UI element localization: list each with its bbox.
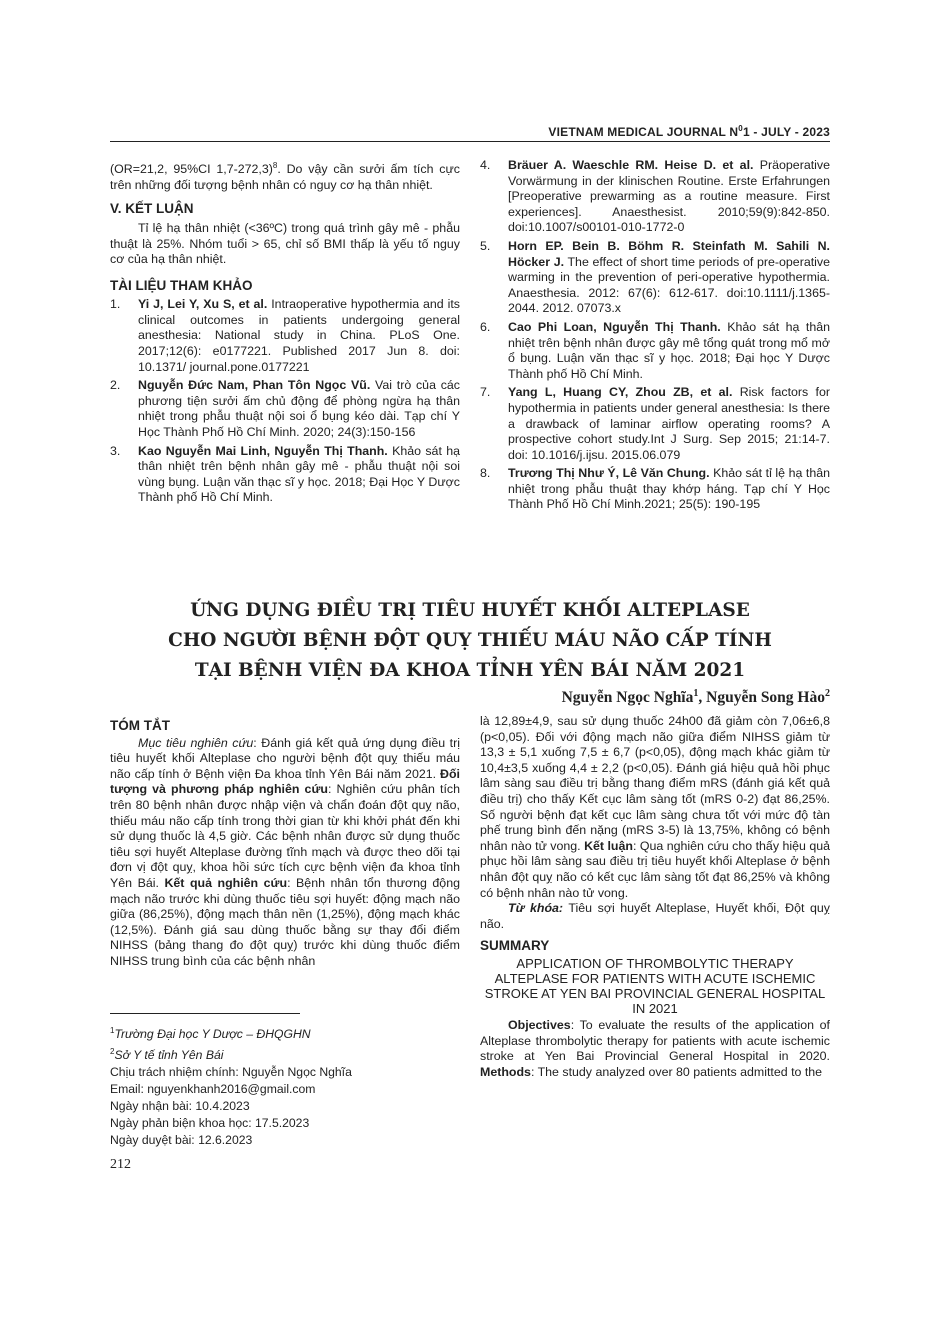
abstract-continued: là 12,89±4,9, sau sử dụng thuốc 24h00 đã giảm còn 7,06±6,8 (p<0,05). Đối với động mạch não giữa điểm NIHSS giảm từ 13,3 ± 5,1 xuống 7,5 ± 6,7 (p<0,05), động mạch khác giảm từ 10,4±3,5 xuống 4,4 ± 2,2 (p<0,05). Đánh giá hiệu quả hồi phục lâm sàng sau điều trị bằng thang điểm mRS (đánh giá kết quả điều trị) cho thấy Kết cục lâm sàng tốt (mRS 0-2) đạt 86,25%. Số người bệnh đạt kết cục lâm sàng chưa tốt với mức độ tàn phế trung bình đến nặng (mRS 3-5) là 13,75%, không có bệnh nhân nào tử vong. Kết luận: Qua nghiên cứu cho thấy hiệu quả phục hồi lâm sàng sau điều trị tiêu huyết khối Alteplase ở bệnh nhân đột quỵ não có kết cục lâm sàng tốt đạt 86,25% và không có bệnh nhân nào tử vong.: [480, 714, 830, 900]
review-date: Ngày phản biện khoa học: 17.5.2023: [110, 1116, 310, 1131]
reference-item: 4. Bräuer A. Waeschle RM. Heise D. et al. Präoperative Vorwärmung in der klinischen Routine. Erste Erfahrungen [Preoperative prewarming as a routine measure. First experiences]. Anaesthesist. 2010;59(9):842-850. doi:10.1007/s00101-010-1772-0: [480, 158, 830, 235]
upper-right-column: [480, 158, 830, 516]
summary-title: APPLICATION OF THROMBOLYTIC THERAPY ALTEPLASE FOR PATIENTS WITH ACUTE ISCHEMIC STROKE AT YEN BAI PROVINCIAL GENERAL HOSPITAL IN 2021: [484, 955, 826, 1016]
reference-item: 7. Yang L, Huang CY, Zhou ZB, et al. Risk factors for hypothermia in patients under general anesthesia: Is there a drawback of laminar airflow operating rooms? A prospective cohort study.Int J Surg. Sep 2015; 21:14-7. doi: 10.1016/j.ijsu. 2015.06.079: [480, 385, 830, 462]
page-number: 212: [110, 1157, 131, 1172]
reference-item: 3. Kao Nguyễn Mai Linh, Nguyễn Thị Thanh. Khảo sát hạ thân nhiệt trên bệnh nhân gây mê - phẫu thuật nội soi vùng bụng. Luận văn thạc sĩ y học. 2018; Đại Học Y Dược Thành phố Hồ Chí Minh.: [110, 443, 461, 505]
references-heading: TÀI LIỆU THAM KHẢO: [110, 277, 253, 293]
received-date: Ngày nhận bài: 10.4.2023: [110, 1099, 250, 1114]
footnote-rule: [110, 1013, 300, 1014]
title-line: CHO NGƯỜI BỆNH ĐỘT QUỴ THIẾU MÁU NÃO CẤP TÍNH: [168, 630, 772, 651]
accepted-date: Ngày duyệt bài: 12.6.2023: [110, 1133, 253, 1148]
author-list: Nguyễn Ngọc Nghĩa$^1$, Nguyễn Song Hào$^2$: [561, 688, 830, 707]
reference-item: 6. Cao Phi Loan, Nguyễn Thị Thanh. Khảo sát hạ thân nhiệt trên bệnh nhân được gây mê tổng quát trong mổ mở ổ bụng. Luận văn thạc sĩ y học. 2018; Đại học Y Dược Thành phố Hồ Chí Minh.: [480, 319, 831, 381]
article-title: [110, 596, 830, 686]
reference-item: 5. Horn EP. Bein B. Böhm R. Steinfath M. Sahili N. Höcker J. The effect of short time periods of pre-operative warming in the prevention of peri-operative hypothermia. Anaesthesia. 2012: 67(6): 612-617. doi:10.1111/j.1365-2044. 2012. 07073.x: [480, 238, 830, 316]
summary-heading: SUMMARY: [480, 938, 550, 954]
upper-left-column: [110, 158, 460, 509]
conclusion-heading: V. KẾT LUẬN: [110, 201, 194, 217]
summary-paragraph: Objectives: To evaluate the results of the application of Alteplase thrombolytic therapy for patients with acute ischemic stroke at Yen Bai Provincial General Hospital in 2020. Methods: The study analyzed over 80 patients admitted to the: [480, 1017, 830, 1079]
running-header: VIETNAM MEDICAL JOURNAL $N^01$ - JULY - 2023: [548, 124, 830, 139]
abstract-right-column: [480, 714, 830, 1080]
affiliation-1: $^1$Trường Đại học Y Dược – ĐHQGHN: [110, 1026, 311, 1042]
reference-item: 2. Nguyễn Đức Nam, Phan Tôn Ngọc Vũ. Vai trò của các phương tiện sưởi ấm chủ động để phòng ngừa hạ thân nhiệt trong phẫu thuật nội soi ổ bụng kéo dài. Tạp chí Y Học Thành Phố Hồ Chí Minh. 2020; 24(3):150-156: [110, 378, 460, 440]
conclusion-paragraph: Tỉ lệ hạ thân nhiệt (<36ºC) trong quá trình gây mê - phẫu thuật là 25%. Nhóm tuổi > 65, chỉ số BMI thấp là yếu tố nguy cơ của hạ thân nhiệt.: [110, 220, 460, 267]
title-line: TẠI BỆNH VIỆN ĐA KHOA TỈNH YÊN BÁI NĂM 2021: [194, 660, 746, 681]
title-line: ỨNG DỤNG ĐIỀU TRỊ TIÊU HUYẾT KHỐI ALTEPLASE: [190, 600, 750, 621]
abstract-paragraph: Mục tiêu nghiên cứu: Đánh giá kết quả ứng dụng điều trị tiêu huyết khối Alteplase cho người bệnh đột quỵ thiếu máu não cấp tính ở Bệnh viện Đa khoa tỉnh Yên Bái năm 2021. Đối tượng và phương pháp nghiên cứu: Nghiên cứu phân tích trên 80 bệnh nhân được nhập viện và chẩn đoán đột quỵ não, thiếu máu não cấp tính trong thời gian từ khi khởi phát đến khi sử dụng thuốc là 4,5 giờ. Các bệnh nhân được sử dụng thuốc tiêu sợi huyết Alteplase đường tĩnh mạch và được theo dõi tại đơn vị đột quỵ, khoa hồi sức tích cực bệnh viện đa khoa tỉnh Yên Bái. Kết quả nghiên cứu: Bệnh nhân tổn thương động mạch não trước khi dùng thuốc tiêu sợi huyết: động mạch não giữa (86,25%), động mạch thân nền (1,25%), động mạch khác (12,5%). Đánh giá sau dùng thuốc bằng sự thay đổi điểm NIHSS (bảng thang đo đột quỵ) trước khi dùng thuốc điểm NIHSS trung bình của các bệnh nhân: [110, 735, 460, 968]
reference-item: 8. Trương Thị Như Ý, Lê Văn Chung. Khảo sát tỉ lệ hạ thân nhiệt trong phẫu thuật thay khớp háng. Tạp chí Y Học Thành Phố Hồ Chí Minh.2021; 25(5): 190-195: [480, 466, 831, 512]
email: Email: nguyenkhanh2016@gmail.com: [110, 1082, 316, 1097]
abstract-heading: TÓM TẮT: [110, 718, 170, 733]
keywords: Từ khóa: Tiêu sợi huyết Alteplase, Huyết khối, Đột quỵ não.: [480, 901, 831, 931]
affiliation-2: $^2$Sở Y tế tỉnh Yên Bái: [110, 1047, 224, 1063]
abstract-left-column: [110, 718, 460, 970]
footnotes: [110, 1022, 460, 1149]
discussion-end-paragraph: (OR=21,2, 95%CI 1,7-272,3)$^8$. Do vậy cần sưởi ấm tích cực trên những đối tượng bệnh nhân có nguy cơ hạ thân nhiệt.: [110, 161, 460, 192]
corresponding-author: Chịu trách nhiệm chính: Nguyễn Ngọc Nghĩa: [110, 1065, 352, 1080]
reference-item: 1. Yi J, Lei Y, Xu S, et al. Intraoperative hypothermia and its clinical outcomes in patients undergoing general anesthesia: National study in China. PLoS One. 2017;12(6): e0177221. Published 2017 Jun 8. doi: 10.1371/ journal.pone.0177221: [110, 297, 460, 374]
header-rule: [110, 141, 830, 142]
